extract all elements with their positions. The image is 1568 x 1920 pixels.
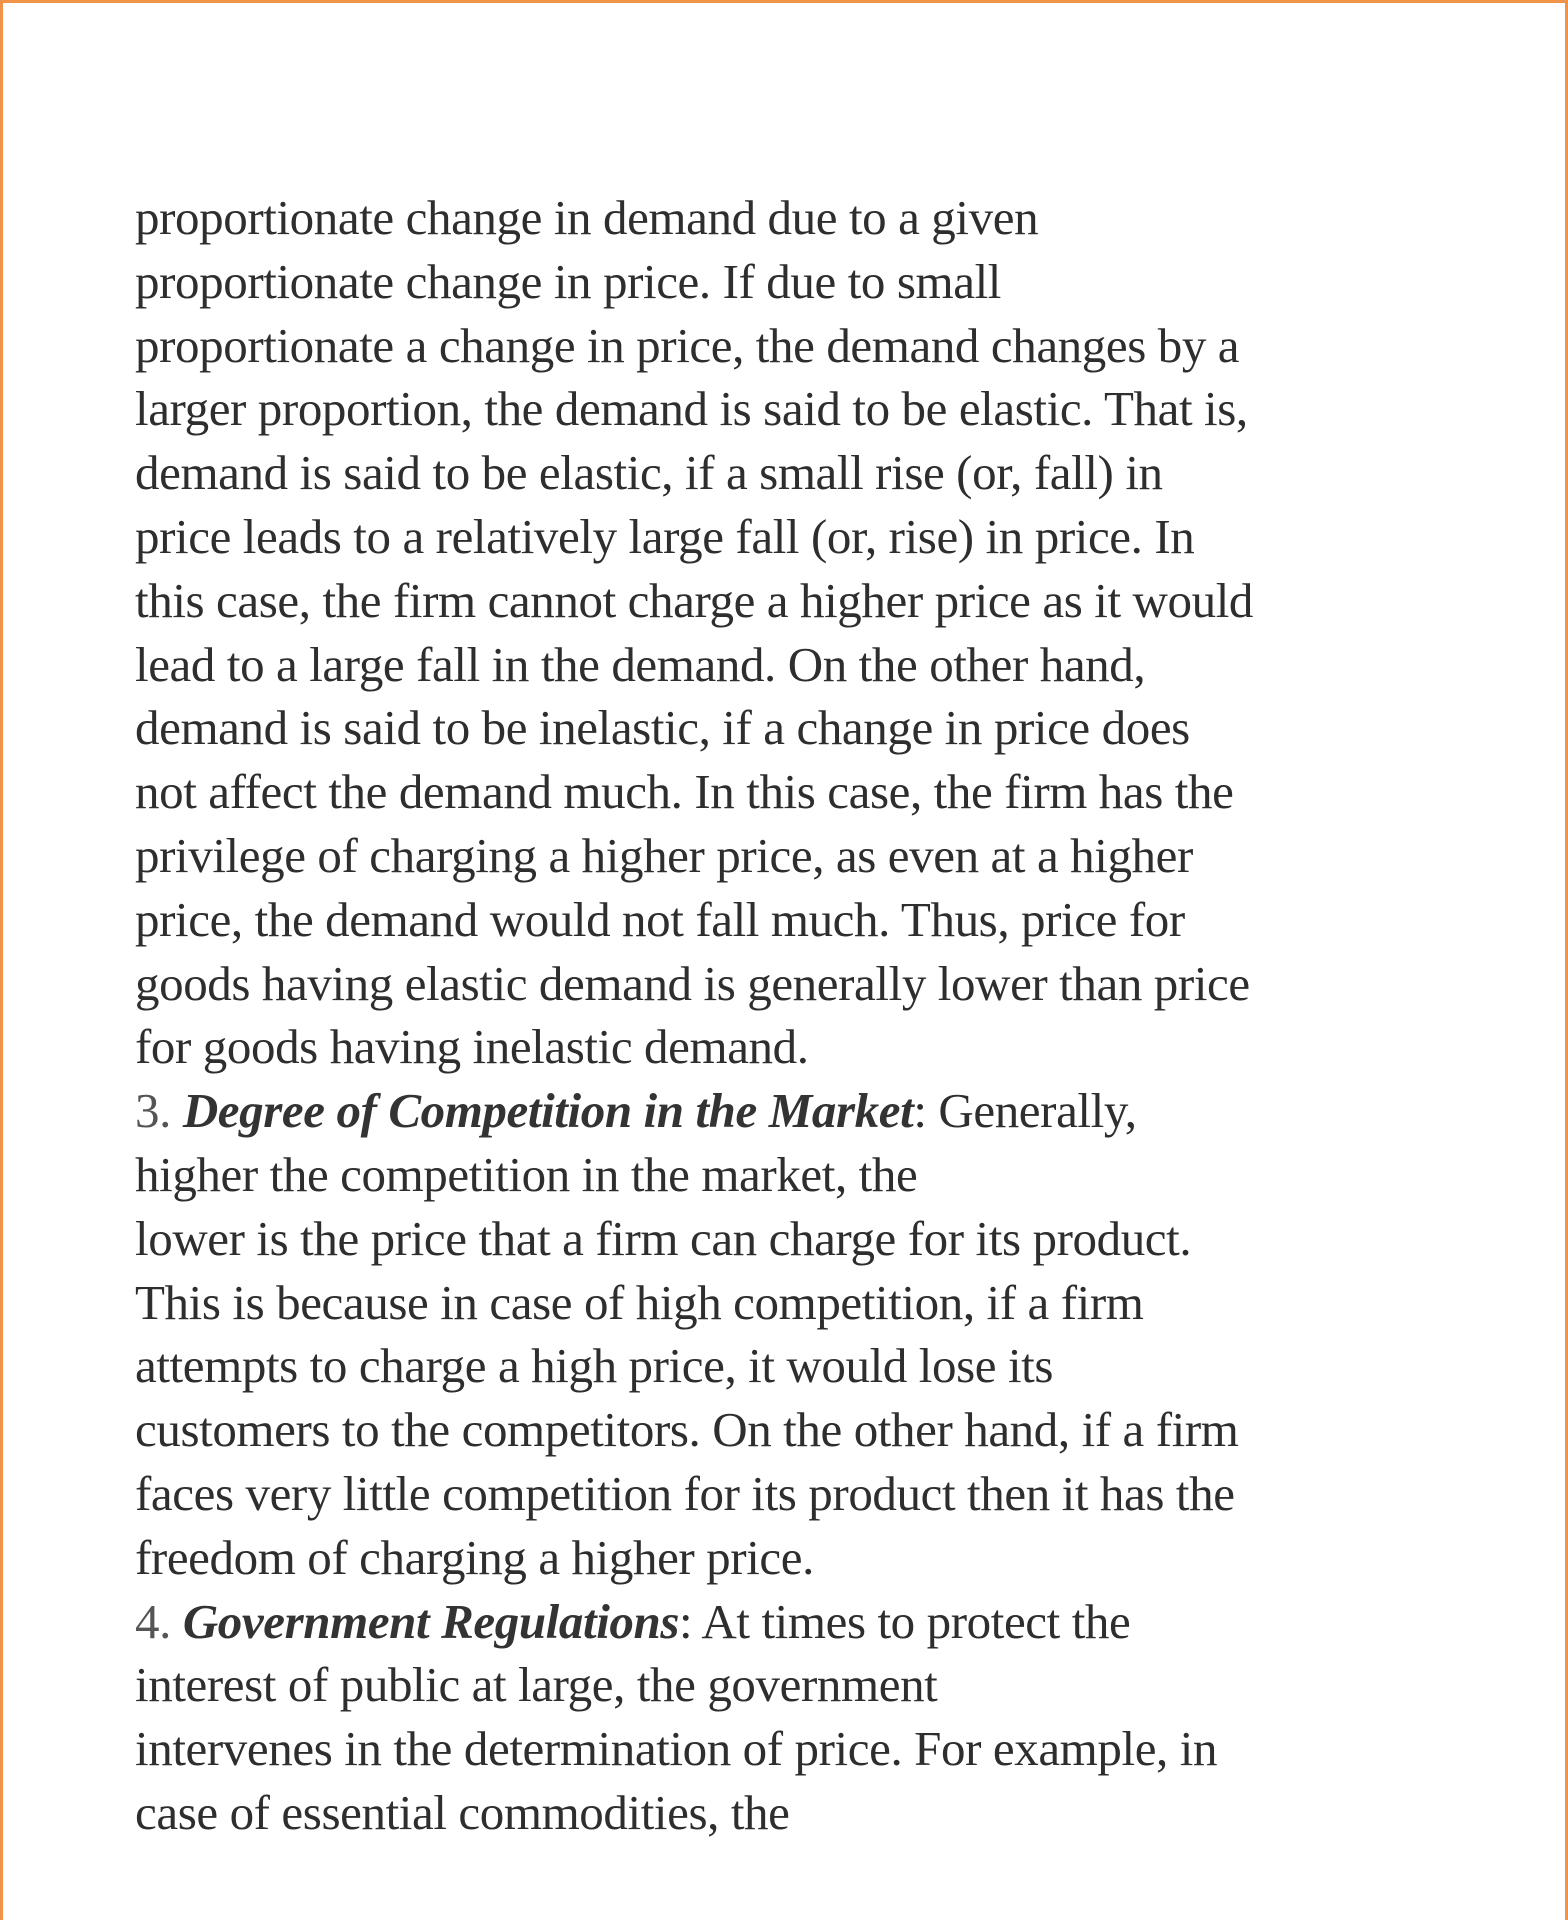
text-line: this case, the firm cannot charge a higher price as it would — [135, 572, 1254, 628]
text-line: privilege of charging a higher price, as even at a higher — [135, 827, 1193, 883]
text-line: faces very little competition for its product then it has the — [135, 1465, 1235, 1521]
text-line: higher the competition in the market, the — [135, 1146, 918, 1202]
text-line: lead to a large fall in the demand. On the other hand, — [135, 636, 1146, 692]
section-lead-text: : At times to protect the — [679, 1593, 1131, 1649]
section-heading: Government Regulations — [182, 1593, 680, 1649]
text-line: demand is said to be inelastic, if a change in price does — [135, 700, 1190, 756]
document-body — [135, 186, 1535, 1845]
section-3-heading-line — [135, 1079, 1535, 1143]
section-number: 4. — [135, 1593, 171, 1649]
text-line: price leads to a relatively large fall (or, rise) in price. In — [135, 508, 1195, 564]
text-line: not affect the demand much. In this case, the firm has the — [135, 764, 1234, 820]
section-number: 3. — [135, 1083, 171, 1139]
text-line: for goods having inelastic demand. — [135, 1019, 809, 1075]
text-line: proportionate change in demand due to a given — [135, 190, 1039, 245]
text-line: This is because in case of high competition, if a firm — [135, 1274, 1144, 1330]
text-line: larger proportion, the demand is said to be elastic. That is, — [135, 381, 1248, 437]
text-line: proportionate change in price. If due to small — [135, 253, 1002, 309]
section-heading: Degree of Competition in the Market — [182, 1083, 914, 1139]
text-line: freedom of charging a higher price. — [135, 1529, 814, 1585]
text-line: proportionate a change in price, the demand changes by a — [135, 317, 1240, 373]
section-4-heading-line — [135, 1590, 1535, 1654]
text-line: goods having elastic demand is generally lower than price — [135, 955, 1250, 1011]
text-line: attempts to charge a high price, it would lose its — [135, 1338, 1054, 1394]
text-line: interest of public at large, the government — [135, 1657, 938, 1713]
text-line: price, the demand would not fall much. Thus, price for — [135, 891, 1185, 947]
text-line: lower is the price that a firm can charge for its product. — [135, 1210, 1192, 1266]
text-line: intervenes in the determination of price. For example, in — [135, 1721, 1218, 1777]
text-line: customers to the competitors. On the other hand, if a firm — [135, 1402, 1239, 1458]
text-line: case of essential commodities, the — [135, 1784, 790, 1840]
section-lead-text: : Generally, — [913, 1083, 1137, 1139]
text-line: demand is said to be elastic, if a small rise (or, fall) in — [135, 445, 1163, 501]
